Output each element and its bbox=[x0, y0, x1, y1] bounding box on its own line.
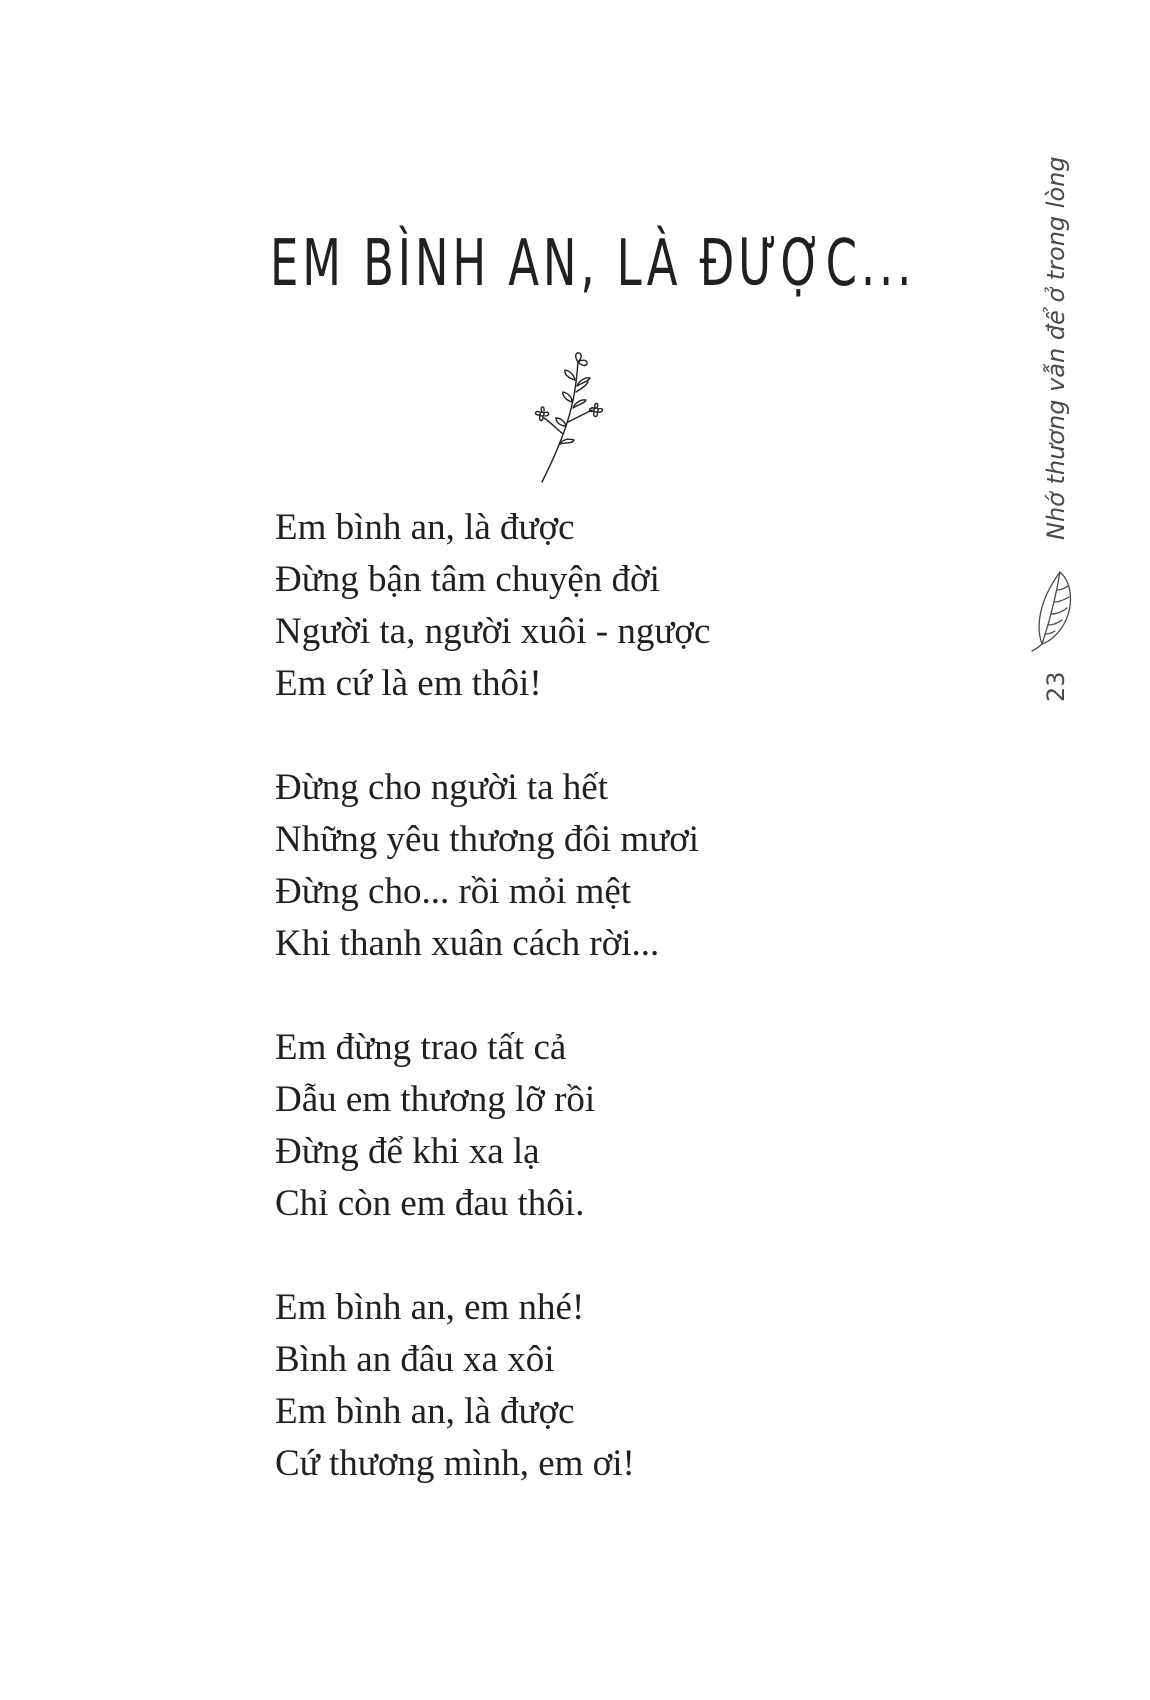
stanza-2 bbox=[275, 762, 710, 970]
stanza-4 bbox=[275, 1282, 710, 1490]
stanza-3 bbox=[275, 1022, 710, 1230]
stanza-1 bbox=[275, 502, 710, 710]
poem-line: Em bình an, là được bbox=[275, 1391, 575, 1432]
poem-body bbox=[275, 502, 710, 1542]
poem-line: Em đừng trao tất cả bbox=[275, 1027, 567, 1068]
poem-line: Đừng cho người ta hết bbox=[275, 767, 608, 808]
poem-line: Đừng cho... rồi mỏi mệt bbox=[275, 871, 632, 912]
poem-line: Khi thanh xuân cách rời... bbox=[275, 923, 660, 964]
poem-line: Bình an đâu xa xôi bbox=[275, 1339, 555, 1380]
poem-line: Cứ thương mình, em ơi! bbox=[275, 1443, 635, 1484]
poem-line: Những yêu thương đôi mươi bbox=[275, 819, 700, 860]
leaf-icon bbox=[1030, 568, 1076, 652]
poem-line: Đừng bận tâm chuyện đời bbox=[275, 559, 660, 600]
poem-line: Em bình an, em nhé! bbox=[275, 1287, 585, 1328]
poem-line: Người ta, người xuôi - ngược bbox=[275, 611, 711, 652]
poem-line: Đừng để khi xa lạ bbox=[275, 1131, 540, 1172]
page-number: 23 bbox=[1042, 671, 1070, 702]
poem-line: Em cứ là em thôi! bbox=[275, 663, 542, 704]
poem-title: EM BÌNH AN, LÀ ĐƯỢC... bbox=[270, 227, 916, 301]
poem-line: Em bình an, là được bbox=[275, 507, 575, 548]
flower-sprig-icon bbox=[530, 352, 610, 484]
running-head: Nhớ thương vẫn để ở trong lòng bbox=[1042, 156, 1070, 540]
poem-line: Chỉ còn em đau thôi. bbox=[275, 1183, 585, 1224]
poem-line: Dẫu em thương lỡ rồi bbox=[275, 1079, 596, 1120]
